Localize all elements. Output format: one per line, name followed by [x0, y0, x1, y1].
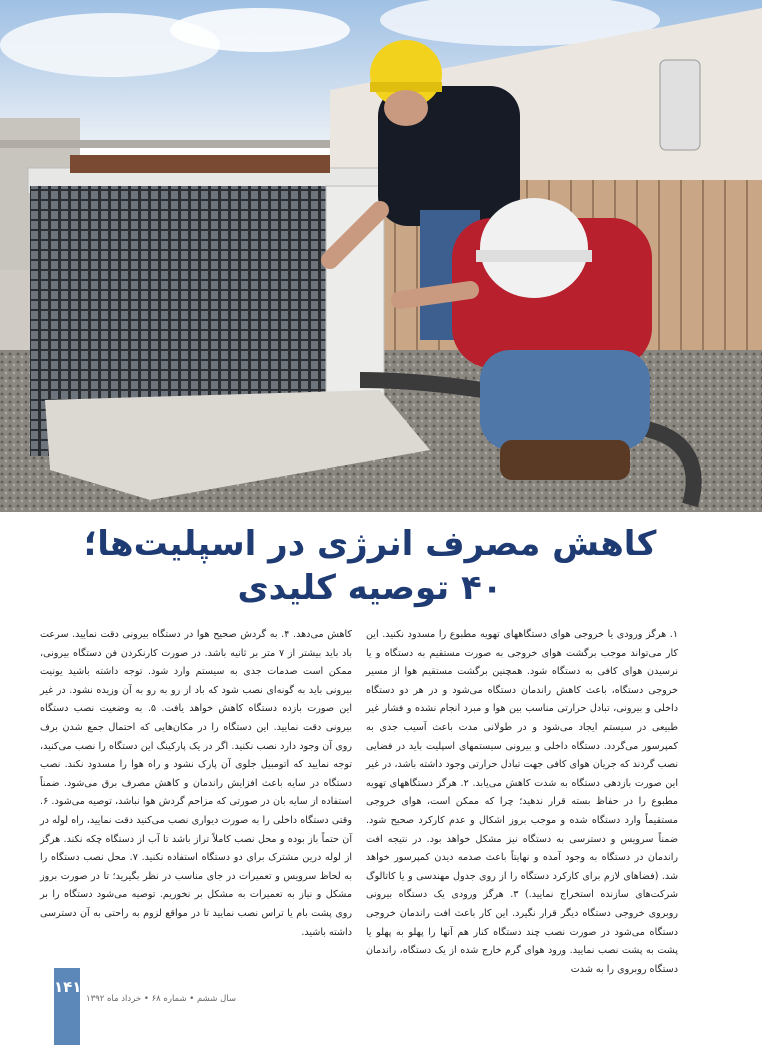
article-title-line-2: ۴۰ توصیه کلیدی: [237, 568, 503, 608]
photo-hvac-technicians-icon: [0, 0, 762, 512]
article-photo: [0, 0, 762, 512]
column-left-text: کاهش می‌دهد. ۴. به گردش صحیح هوا در دستگاه بیرونی دقت نمایید. سرعت باد باید بیشتر از ۷ متر بر ثانیه باشد. در صورت کارنکردن فن دستگاه بیرونی، ممکن است صدمات جدی به سیستم وارد شود. توجه داشته باشید یونیت بیرونی باید به گونه‌ای نصب شود که باد از رو به رو به آن وزیده نشود. در غیر این صورت بازده دستگاه کاهش خواهد یافت. ۵. به وضعیت نصب دستگاه بیرونی دقت نمایید. این دستگاه را در مکان‌هایی که احتمال جمع شدن برف روی آن وجود دارد نصب نکنید. اگر در یک پارکینگ این دستگاه را نصب می‌کنید، توجه نمایید که اتومبیل جلوی آن پارک نشود و راه هوا را مسدود نکند. نصب دستگاه در سایه باعث افزایش راندمان و کاهش مصرف برق می‌شود. ضمناً استفاده از سایه بان در صورتی که مزاحم گردش هوا نباشد، توصیه می‌شود. ۶. وقتی دستگاه داخلی را به صورت دیواری نصب می‌کنید دقت نمایید، راه لوله در آن حتماً باز بوده و محل نصب کاملاً تراز باشد تا آب از دستگاه چکه نکند. هرگز از لوله درین مشترک برای دو دستگاه استفاده نکنید. ۷. محل نصب دستگاه را به لحاظ سرویس و تعمیرات در جای مناسب در نظر بگیرید؛ تا در صورت بروز مشکل و نیاز به تعمیرات به مشکل بر نخوریم. توصیه می‌شود دستگاه را بر روی پشت بام یا تراس نصب نمایید تا در مواقع لزوم به راحتی به آن دسترسی داشته باشید.: [40, 629, 353, 938]
issue-info: سال ششم • شماره ۶۸ • خرداد ماه ۱۳۹۲: [86, 994, 236, 1004]
article-title-line-1: کاهش مصرف انرژی در اسپلیت‌ها؛: [83, 524, 657, 564]
article-column-left: [40, 626, 352, 942]
column-right-text: ۱. هرگز ورودی یا خروجی هوای دستگاههای تهویه مطبوع را مسدود نکنید. این کار می‌تواند موجب برگشت هوای خروجی به صورت مستقیم به دستگاه و یا نرسیدن هوای کافی به دستگاه شود. همچنین برگشت مستقیم هوا از مسیر خروجی دستگاه، باعث کاهش راندمان دستگاه می‌شود و در هر دو دستگاه داخلی و بیرونی، تبادل حرارتی مناسب بین هوا و مبرد انجام نشده و فشار غیر طبیعی در سیستم ایجاد می‌شود و در طولانی مدت باعث آسیب جدی به کمپرسور می‌گردد. دستگاه داخلی و بیرونی سیستمهای اسپلیت باید در فضایی نصب گردند که جریان هوای کافی جهت تبادل حرارتی وجود داشته باشد، در غیر این صورت بازدهی دستگاه به شدت کاهش می‌یابد. ۲. هرگز دستگاههای تهویه مطبوع را در حفاظ بسته قرار ندهید؛ چرا که ممکن است، هوای خروجی مستقیماً وارد دستگاه شده و موجب بروز اشکال و عدم کارکرد صحیح شود. ضمناً سرویس و دسترسی به دستگاه نیز مشکل خواهد بود. در نتیجه افت راندمان در دستگاه به وجود آمده و نهایتاً باعث صدمه دیدن کمپرسور خواهد شد. (فضاهای لازم برای کارکرد دستگاه را از روی جدول مهندسی و یا کاتالوگ شرکت‌های سازنده استخراج نمایید.) ۳. هرگز ورودی یک دستگاه بیرونی روبروی خروجی دستگاه دیگر قرار نگیرد. این کار باعث افت راندمان خروجی دستگاه می‌شود در صورت نصب چند دستگاه کنار هم آنها را پهلو به پهلو یا پشت به پشت نصب نمایید. ورود هوای گرم خارج شده از یک دستگاه، راندمان دستگاه روبروی را به شدت: [366, 629, 678, 975]
article-column-right: [366, 626, 678, 979]
page-number: ۱۴۱: [54, 978, 82, 996]
